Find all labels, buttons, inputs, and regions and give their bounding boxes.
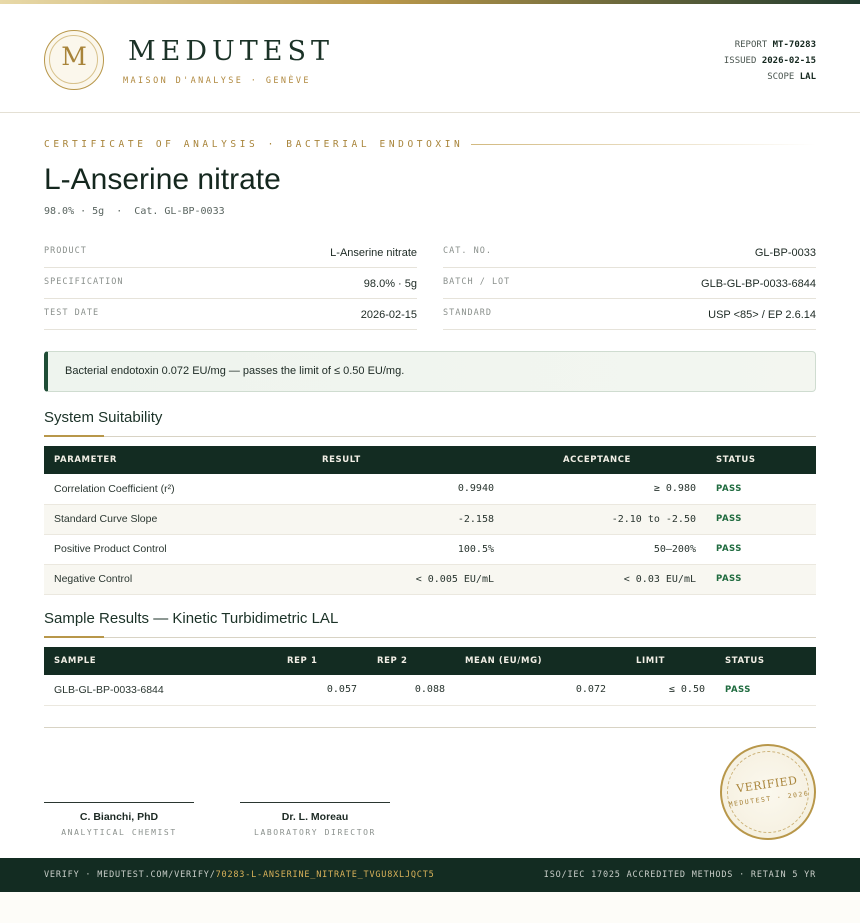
stamp-sub-text: MEDUTEST · 2026 — [728, 789, 810, 809]
meta-scope-value: LAL — [799, 72, 816, 82]
column-header: LIMIT — [636, 656, 665, 666]
result-cell: -2.158 — [314, 504, 504, 534]
meta-report — [724, 37, 816, 53]
info-value: L-Anserine nitrate — [330, 247, 417, 259]
info-row-standard — [443, 299, 816, 330]
status-badge: PASS — [706, 534, 816, 564]
meta-issued — [724, 53, 816, 69]
status-badge: PASS — [706, 564, 816, 594]
table-row — [44, 675, 816, 705]
sample-results-table — [44, 647, 816, 706]
report-meta — [724, 37, 816, 85]
acceptance-cell: ≥ 0.980 — [504, 474, 706, 504]
info-value: 98.0% · 5g — [363, 278, 417, 290]
sample-results-title: Sample Results — Kinetic Turbidimetric LAL — [44, 610, 339, 627]
table-row — [44, 564, 816, 594]
sample-cell: GLB-GL-BP-0033-6844 — [44, 675, 277, 705]
table-header-row — [44, 446, 816, 474]
verify-prefix: VERIFY · MEDUTEST.COM/VERIFY/ — [44, 870, 216, 880]
certificate-type: CERTIFICATE OF ANALYSIS · BACTERIAL ENDOTOXIN — [44, 139, 464, 150]
system-suitability-table — [44, 446, 816, 595]
bottom-margin — [0, 892, 860, 923]
info-value: GLB-GL-BP-0033-6844 — [701, 278, 816, 290]
result-cell: 100.5% — [314, 534, 504, 564]
table-row — [44, 504, 816, 534]
table-header-row — [44, 647, 816, 675]
info-label: CAT. NO. — [443, 246, 492, 256]
info-grid-left — [44, 237, 417, 330]
info-label: SPECIFICATION — [44, 277, 124, 287]
certificate-rule — [471, 144, 816, 145]
result-cell: 0.9940 — [314, 474, 504, 504]
info-row-test-date — [44, 299, 417, 330]
parameter-cell: Standard Curve Slope — [44, 504, 314, 534]
info-row-specification — [44, 268, 417, 299]
signatory-name: C. Bianchi, PhD — [79, 811, 159, 823]
system-suitability-title: System Suitability — [44, 409, 163, 426]
logo-letter: M — [61, 42, 87, 71]
info-value: 2026-02-15 — [360, 309, 417, 321]
meta-report-label: REPORT — [734, 40, 768, 50]
brand-tagline: MAISON D'ANALYSE · GENÈVE — [123, 76, 311, 86]
verify-line — [44, 870, 435, 880]
info-row-batch — [443, 268, 816, 299]
info-value: GL-BP-0033 — [754, 247, 816, 259]
rep2-cell: 0.088 — [367, 675, 455, 705]
column-header: PARAMETER — [54, 455, 117, 465]
signatory-role: LABORATORY DIRECTOR — [254, 828, 376, 837]
verify-link[interactable]: 70283-L-ANSERINE_NITRATE_TVGU8XLJQCT5 — [215, 870, 435, 880]
meta-report-value: MT-70283 — [772, 40, 816, 50]
stamp-main-text: VERIFIED — [735, 773, 799, 796]
section-accent — [44, 636, 104, 638]
signature-block-analyst — [44, 802, 194, 837]
info-value: USP <85> / EP 2.6.14 — [708, 309, 816, 321]
parameter-cell: Negative Control — [44, 564, 314, 594]
result-notice — [44, 351, 816, 392]
product-subtitle: 98.0% · 5g · Cat. GL-BP-0033 — [44, 206, 225, 217]
table-row — [44, 534, 816, 564]
column-header: REP 2 — [377, 656, 408, 666]
rep1-cell: 0.057 — [277, 675, 367, 705]
meta-scope-label: SCOPE — [767, 72, 795, 82]
info-label: STANDARD — [443, 308, 492, 318]
signature-block-director — [240, 802, 390, 837]
column-header: REP 1 — [287, 656, 318, 666]
info-row-cat-no — [443, 237, 816, 268]
meta-scope — [724, 69, 816, 85]
table-row — [44, 474, 816, 504]
info-label: TEST DATE — [44, 308, 100, 318]
status-badge: PASS — [715, 675, 816, 705]
status-badge: PASS — [706, 474, 816, 504]
verified-stamp — [714, 738, 822, 846]
signature-divider — [44, 727, 816, 728]
result-cell: < 0.005 EU/mL — [314, 564, 504, 594]
parameter-cell: Correlation Coefficient (r²) — [44, 474, 314, 504]
acceptance-cell: < 0.03 EU/mL — [504, 564, 706, 594]
acceptance-cell: 50–200% — [504, 534, 706, 564]
footer-bar — [0, 858, 860, 892]
column-header: STATUS — [725, 656, 765, 666]
info-grid-right — [443, 237, 816, 330]
parameter-cell: Positive Product Control — [44, 534, 314, 564]
signatory-name: Dr. L. Moreau — [281, 811, 349, 823]
mean-cell: 0.072 — [455, 675, 616, 705]
signatory-role: ANALYTICAL CHEMIST — [61, 828, 177, 837]
info-label: PRODUCT — [44, 246, 87, 256]
accreditation-note: ISO/IEC 17025 ACCREDITED METHODS · RETAIN 5 YR — [543, 870, 816, 880]
column-header: RESULT — [322, 455, 361, 465]
report-header — [0, 4, 860, 113]
info-label: BATCH / LOT — [443, 277, 511, 287]
column-header: SAMPLE — [54, 656, 97, 666]
brand-logo — [44, 30, 104, 90]
acceptance-cell: -2.10 to -2.50 — [504, 504, 706, 534]
section-rule — [44, 436, 816, 437]
column-header: STATUS — [716, 455, 756, 465]
info-row-product — [44, 237, 417, 268]
brand-name: MEDUTEST — [128, 36, 334, 67]
limit-cell: ≤ 0.50 — [616, 675, 715, 705]
product-title: L-Anserine nitrate — [44, 163, 281, 196]
status-badge: PASS — [706, 504, 816, 534]
meta-issued-value: 2026-02-15 — [761, 56, 816, 66]
column-header: ACCEPTANCE — [563, 455, 631, 465]
column-header: MEAN (EU/MG) — [465, 656, 543, 666]
result-notice-text: Bacterial endotoxin 0.072 EU/mg — passes the limit of ≤ 0.50 EU/mg. — [65, 365, 405, 377]
section-accent — [44, 435, 104, 437]
section-rule — [44, 637, 816, 638]
meta-issued-label: ISSUED — [723, 56, 757, 66]
